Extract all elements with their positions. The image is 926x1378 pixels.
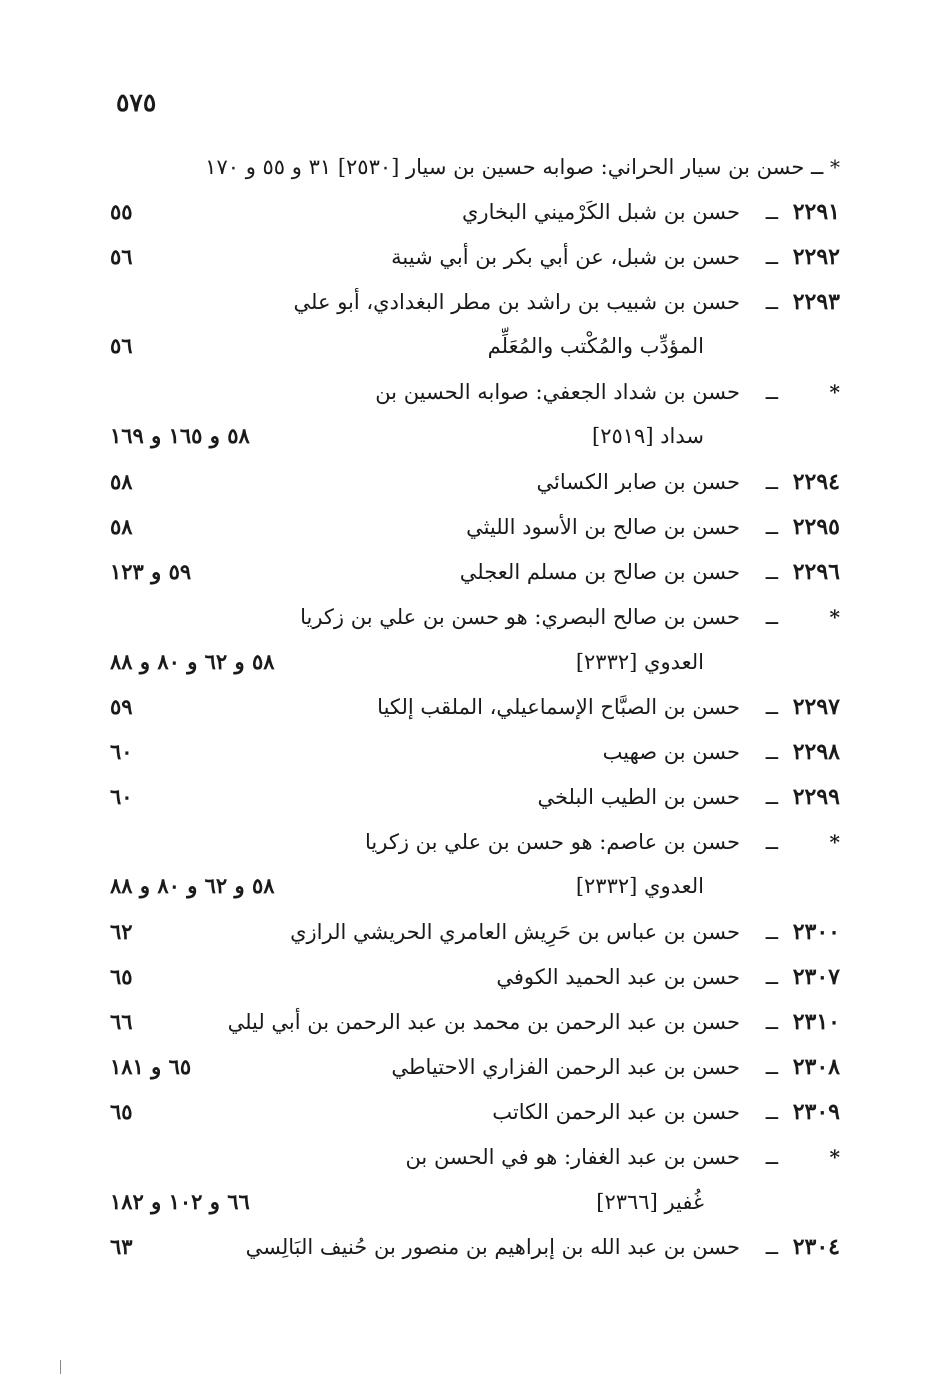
index-entry-continuation xyxy=(110,324,840,368)
entry-name: حسن بن عباس بن حَرِيش العامري الحريشي الرازي xyxy=(290,920,740,944)
entry-dash: ــ xyxy=(765,830,778,854)
entry-number: ٢٢٩٢ xyxy=(792,244,840,270)
entry-name: المؤدِّب والمُكْتب والمُعَلِّم xyxy=(487,334,704,358)
entry-number: * xyxy=(829,380,840,404)
index-entry xyxy=(110,595,840,639)
entry-pages: ٥٨ و ٦٢ و ٨٠ و ٨٨ xyxy=(110,873,275,898)
entry-name: حسن بن الطيب البلخي xyxy=(537,785,740,809)
entry-dash: ــ xyxy=(765,515,778,539)
entry-pages: ٥٥ xyxy=(110,199,133,224)
entry-number: * xyxy=(829,1145,840,1169)
entry-dash: ــ xyxy=(765,1235,778,1259)
entry-pages: ٥٨ و ٦٢ و ٨٠ و ٨٨ xyxy=(110,649,275,674)
entry-pages: ٦٥ xyxy=(110,964,133,989)
index-entry xyxy=(110,955,840,999)
entry-dash: ــ xyxy=(765,1100,778,1124)
entry-pages: ٦٥ و ١٨١ xyxy=(110,1054,192,1079)
entry-number: * xyxy=(830,155,840,179)
index-entry xyxy=(110,775,840,819)
entry-pages: ٦٠ xyxy=(110,739,133,764)
entry-name: حسن بن شبل الكَرْميني البخاري xyxy=(461,200,740,224)
entry-number: ٢٢٩٧ xyxy=(792,694,840,720)
index-entry xyxy=(110,190,840,234)
entry-number: ٢٣٠٠ xyxy=(792,919,840,945)
entry-pages: ٥٦ xyxy=(110,333,133,358)
index-entry xyxy=(110,685,840,729)
entry-number: ٢٢٩٦ xyxy=(792,559,840,585)
scan-mark xyxy=(60,1360,61,1374)
page-number: ٥٧٥ xyxy=(116,88,157,117)
index-entry-continuation xyxy=(110,1180,840,1224)
entry-name: حسن بن صهيب xyxy=(602,740,740,764)
entry-name: حسن بن شبيب بن راشد بن مطر البغدادي، أبو علي xyxy=(293,290,740,314)
entry-name: سداد [٢٥١٩] xyxy=(591,424,704,448)
entry-dash: ــ xyxy=(765,605,778,629)
index-entry xyxy=(110,145,840,189)
entry-number: ٢٣٠٧ xyxy=(792,964,840,990)
entry-pages: ٦٦ و ١٠٢ و ١٨٢ xyxy=(110,1189,250,1214)
entry-number: ٢٣١٠ xyxy=(792,1009,840,1035)
entry-dash: ــ xyxy=(765,785,778,809)
entry-number: ٢٣٠٩ xyxy=(792,1099,840,1125)
entry-pages: ٥٨ و ١٦٥ و ١٦٩ xyxy=(110,423,250,448)
entry-number: * xyxy=(829,605,840,629)
entry-number: ٢٢٩٥ xyxy=(792,514,840,540)
index-entry xyxy=(110,1045,840,1089)
entry-pages: ٦٣ xyxy=(110,1234,133,1259)
entry-dash: ــ xyxy=(765,1055,778,1079)
entry-number: ٢٢٩٩ xyxy=(792,784,840,810)
entry-pages: ٥٩ xyxy=(110,694,133,719)
entry-dash: ــ xyxy=(765,560,778,584)
index-entry-continuation xyxy=(110,640,840,684)
entry-number: ٢٣٠٨ xyxy=(792,1054,840,1080)
entry-dash: ــ xyxy=(765,920,778,944)
entry-dash: ــ xyxy=(765,200,778,224)
entry-number: * xyxy=(829,830,840,854)
entry-pages: ٥٩ و ١٢٣ xyxy=(110,559,192,584)
entry-name: حسن بن عبد الله بن إبراهيم بن منصور بن حُنيف البَالِسي xyxy=(245,1235,740,1259)
entry-name: غُفير [٢٣٦٦] xyxy=(596,1190,704,1214)
entry-pages: ٦٥ xyxy=(110,1099,133,1124)
entry-name: حسن بن صابر الكسائي xyxy=(536,470,740,494)
entry-number: ٢٢٩١ xyxy=(792,199,840,225)
index-entry-continuation xyxy=(110,414,840,458)
entry-name: حسن بن صالح بن مسلم العجلي xyxy=(459,560,740,584)
entry-name: العدوي [٢٣٣٢] xyxy=(575,650,704,674)
entry-name: حسن بن صالح البصري: هو حسن بن علي بن زكريا xyxy=(300,605,740,629)
entry-dash: ــ xyxy=(765,695,778,719)
entry-dash: ــ xyxy=(765,1010,778,1034)
entry-number: ٢٣٠٤ xyxy=(792,1234,840,1260)
entry-name: حسن بن صالح بن الأسود الليثي xyxy=(466,515,740,539)
index-entry xyxy=(110,460,840,504)
entry-dash: ــ xyxy=(765,1145,778,1169)
entry-pages: ٥٨ xyxy=(110,514,133,539)
index-entry xyxy=(110,1225,840,1269)
index-entry xyxy=(110,280,840,324)
entry-name: حسن بن عبد الرحمن بن محمد بن عبد الرحمن بن أبي ليلي xyxy=(227,1010,740,1034)
entry-dash: ــ xyxy=(765,245,778,269)
index-entry xyxy=(110,505,840,549)
entry-pages: ٥٨ xyxy=(110,469,133,494)
entry-name: حسن بن شبل، عن أبي بكر بن أبي شيبة xyxy=(391,245,740,269)
index-entry xyxy=(110,235,840,279)
index-entry xyxy=(110,730,840,774)
index-entry-continuation xyxy=(110,864,840,908)
entry-name: العدوي [٢٣٣٢] xyxy=(575,874,704,898)
entry-name: حسن بن عبد الحميد الكوفي xyxy=(496,965,740,989)
entry-text: * ــ حسن بن سيار الحراني: صوابه حسين بن سيار [٢٥٣٠] ٣١ و ٥٥ و ١٧٠ xyxy=(205,155,840,179)
entry-pages: ٥٦ xyxy=(110,244,133,269)
entry-name: حسن بن سيار الحراني: صوابه حسين بن سيار [٢٥٣٠] ٣١ و ٥٥ و ١٧٠ xyxy=(205,155,805,179)
index-entry xyxy=(110,820,840,864)
index-entry xyxy=(110,550,840,594)
entry-name: حسن بن الصبَّاح الإسماعيلي، الملقب إلكيا xyxy=(377,695,740,719)
entry-name: حسن بن عبد الغفار: هو في الحسن بن xyxy=(405,1145,740,1169)
entry-name: حسن بن عبد الرحمن الكاتب xyxy=(492,1100,740,1124)
entry-dash: ــ xyxy=(765,965,778,989)
entry-number: ٢٢٩٤ xyxy=(792,469,840,495)
entry-pages: ٦٢ xyxy=(110,919,133,944)
entry-dash: ــ xyxy=(765,470,778,494)
entry-number: ٢٢٩٨ xyxy=(792,739,840,765)
index-entry xyxy=(110,370,840,414)
entry-name: حسن بن شداد الجعفي: صوابه الحسين بن xyxy=(375,380,740,404)
index-entry xyxy=(110,910,840,954)
entry-dash: ــ xyxy=(765,290,778,314)
entry-dash: ــ xyxy=(765,740,778,764)
entry-pages: ٦٦ xyxy=(110,1009,133,1034)
entry-dash: ــ xyxy=(765,380,778,404)
index-entry xyxy=(110,1135,840,1179)
index-entry xyxy=(110,1000,840,1044)
entry-number: ٢٢٩٣ xyxy=(792,289,840,315)
entry-pages: ٦٠ xyxy=(110,784,133,809)
entry-name: حسن بن عبد الرحمن الفزاري الاحتياطي xyxy=(391,1055,740,1079)
index-entry xyxy=(110,1090,840,1134)
entry-name: حسن بن عاصم: هو حسن بن علي بن زكريا xyxy=(365,830,740,854)
